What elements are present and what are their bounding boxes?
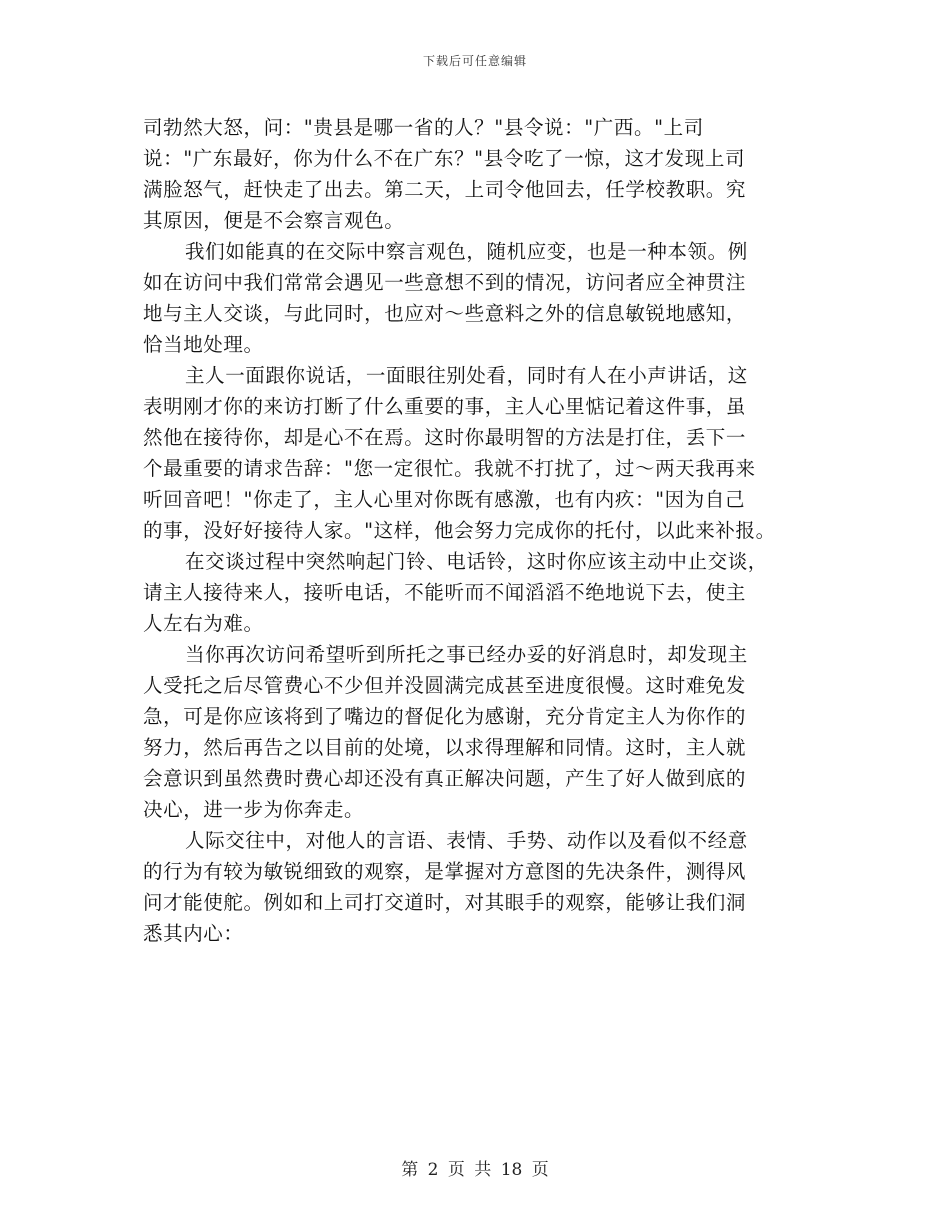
text-line: 决心，进一步为你奔走。 xyxy=(143,798,365,821)
document-body xyxy=(143,112,808,949)
paragraph-first-line: 我们如能真的在交际中察言观色，随机应变，也是一种本领。例 xyxy=(185,240,748,263)
text-line: 满脸怒气，赶快走了出去。第二天，上司令他回去，任学校教职。究 xyxy=(143,178,747,201)
text-line: 恰当地处理。 xyxy=(143,333,264,356)
text-line: 地与主人交谈，与此同时，也应对〜些意料之外的信息敏锐地感知， xyxy=(143,302,747,325)
text-line: 听回音吧！"你走了，主人心里对你既有感激，也有内疚："因为自己 xyxy=(143,488,746,511)
paragraph-first-line: 人际交往中，对他人的言语、表情、手势、动作以及看似不经意 xyxy=(185,829,748,852)
text-line: 问才能使舵。例如和上司打交道时，对其眼手的观察，能够让我们洞 xyxy=(143,891,747,914)
text-line: 人受托之后尽管费心不少但并没圆满完成甚至进度很慢。这时难免发 xyxy=(143,674,747,697)
text-line: 如在访问中我们常常会遇见一些意想不到的情况，访问者应全神贯注 xyxy=(143,271,747,294)
text-line: 表明刚才你的来访打断了什么重要的事，主人心里惦记着这件事，虽 xyxy=(143,395,747,418)
text-line: 急，可是你应该将到了嘴边的督促化为感谢，充分肯定主人为你作的 xyxy=(143,705,747,728)
text-line: 会意识到虽然费时费心却还没有真正解决问题，产生了好人做到底的 xyxy=(143,767,747,790)
paragraph-first-line: 主人一面跟你说话，一面眼往别处看，同时有人在小声讲话，这 xyxy=(185,364,748,387)
page-number-footer: 第 2 页 共 18 页 xyxy=(401,1160,549,1180)
text-line: 悉其内心： xyxy=(143,922,244,945)
text-line: 请主人接待来人，接听电话，不能听而不闻滔滔不绝地说下去，使主 xyxy=(143,581,747,604)
page-header-note: 下载后可任意编辑 xyxy=(422,54,527,68)
text-line: 然他在接待你，却是心不在焉。这时你最明智的方法是打住，丢下一 xyxy=(143,426,747,449)
text-line: 其原因，便是不会察言观色。 xyxy=(143,209,405,232)
text-line: 个最重要的请求告辞："您一定很忙。我就不打扰了，过〜两天我再来 xyxy=(143,457,756,480)
text-line: 司勃然大怒，问："贵县是哪一省的人？"县令说："广西。"上司 xyxy=(143,116,704,139)
text-line: 人左右为难。 xyxy=(143,612,264,635)
text-line: 努力，然后再告之以目前的处境，以求得理解和同情。这时，主人就 xyxy=(143,736,747,759)
text-line: 说："广东最好，你为什么不在广东？"县令吃了一惊，这才发现上司 xyxy=(143,147,746,170)
paragraph-first-line: 当你再次访问希望听到所托之事已经办妥的好消息时，却发现主 xyxy=(185,643,748,666)
text-line: 的事，没好好接待人家。"这样，他会努力完成你的托付，以此来补报。 xyxy=(143,519,776,542)
paragraph-first-line: 在交谈过程中突然响起门铃、电话铃，这时你应该主动中止交谈， xyxy=(185,550,768,573)
text-line: 的行为有较为敏锐细致的观察，是掌握对方意图的先决条件，测得风 xyxy=(143,860,747,883)
